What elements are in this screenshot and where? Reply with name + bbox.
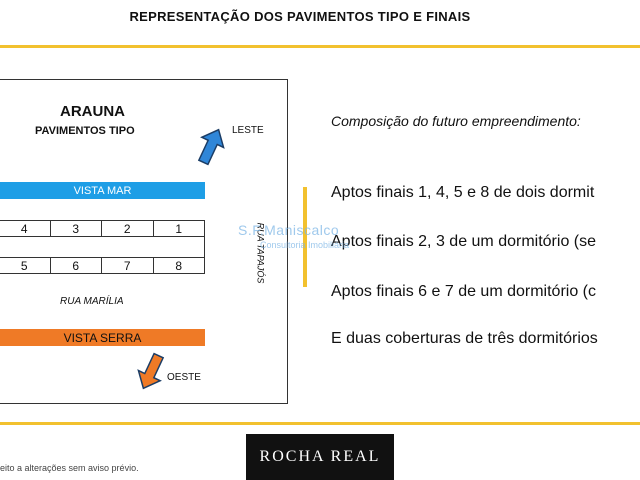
- bottom-divider: [0, 422, 640, 425]
- unit-8: 8: [175, 258, 183, 273]
- unit-5: 5: [0, 258, 51, 273]
- composition-line-3: Aptos finais 6 e 7 de um dormitório (c: [331, 283, 597, 300]
- composition-intro: Composição do futuro empreendimento:: [331, 113, 581, 129]
- east-label: LESTE: [232, 125, 264, 136]
- watermark: [238, 222, 350, 250]
- west-label: OESTE: [167, 372, 201, 383]
- units-row-top: [0, 220, 205, 237]
- south-west-arrow-icon: [136, 352, 166, 397]
- top-divider: [0, 45, 640, 48]
- watermark-subtitle: Consultoria Imobiliária: [260, 240, 350, 250]
- composition-line-2: Aptos finais 2, 3 de um dormitório (se: [331, 233, 597, 250]
- page-title: REPRESENTAÇÃO DOS PAVIMENTOS TIPO E FINAIS: [129, 9, 471, 24]
- north-east-arrow-icon: [196, 126, 226, 171]
- vista-mar-band: VISTA MAR: [0, 182, 205, 199]
- corridor: [0, 237, 205, 257]
- unit-7: 7: [102, 258, 154, 273]
- unit-2: 2: [102, 221, 154, 236]
- plan-subtitle: PAVIMENTOS TIPO: [35, 125, 135, 137]
- unit-3: 3: [51, 221, 103, 236]
- brand-logo: ROCHA REAL: [246, 434, 394, 480]
- vista-serra-band: VISTA SERRA: [0, 329, 205, 346]
- unit-6: 6: [51, 258, 103, 273]
- composition-line-1: Aptos finais 1, 4, 5 e 8 de dois dormit: [331, 184, 595, 201]
- building-name: ARAUNA: [60, 103, 125, 120]
- unit-1: 1: [175, 221, 183, 236]
- disclaimer-note: eito a alterações sem aviso prévio.: [0, 463, 139, 473]
- street-marilia: RUA MARÍLIA: [60, 296, 124, 307]
- unit-4: 4: [0, 221, 51, 236]
- composition-line-4: E duas coberturas de três dormitórios: [331, 330, 598, 347]
- watermark-name: S.F.Maniscalco: [238, 222, 340, 238]
- street-tapajos: RUA TAPAJÓS: [255, 222, 266, 284]
- units-row-bottom: [0, 257, 205, 274]
